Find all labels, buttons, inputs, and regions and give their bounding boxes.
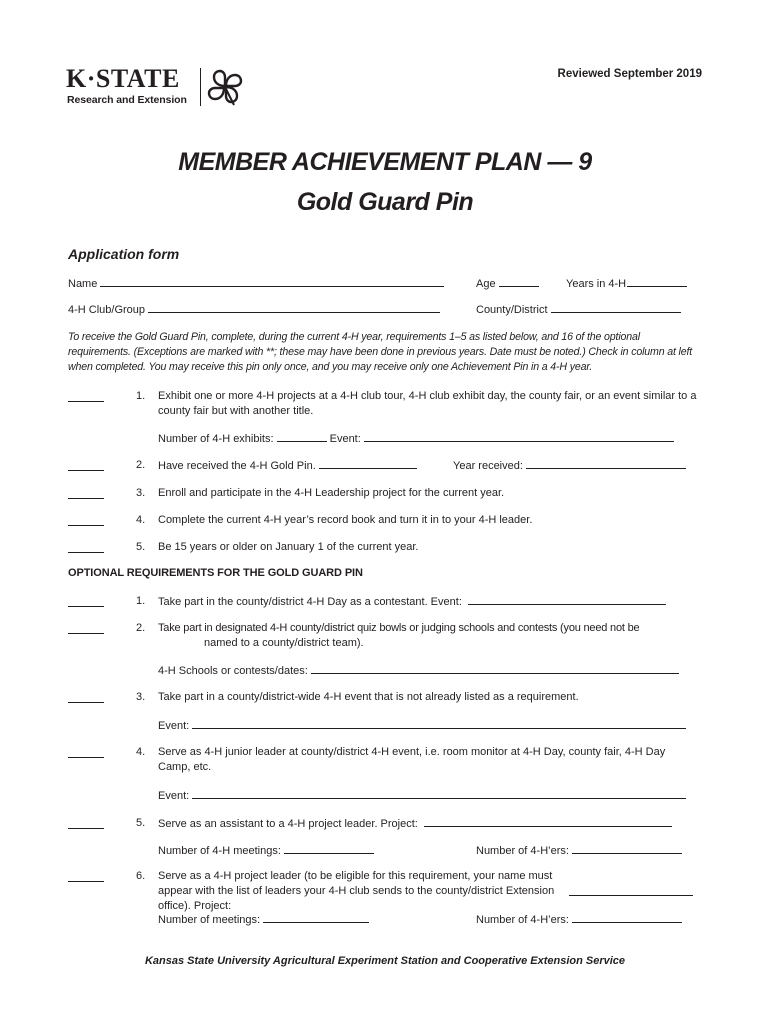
hers-input[interactable] [572,843,682,854]
item-text: Take part in designated 4-H county/district quiz bowls or judging schools and contests (you need not be [158,622,640,634]
name-input[interactable] [100,276,444,287]
event-input[interactable] [192,718,686,729]
completion-check-blank[interactable] [68,391,104,402]
meetings-input[interactable] [284,843,374,854]
item-number: 5. [136,541,146,553]
event-label: Event: [329,433,361,445]
item-text-row [158,594,666,610]
opt4-event-row [158,788,686,803]
opt3-event-row [158,718,686,733]
completion-check-blank[interactable] [68,692,104,703]
completion-check-blank[interactable] [68,488,104,499]
completion-check-blank[interactable] [68,623,104,634]
item-text: Be 15 years or older on January 1 of the current year. [158,541,419,553]
item-number: 3. [136,487,146,499]
item-text: Take part in the county/district 4-H Day as a contestant. Event: [158,596,462,608]
year-received-input[interactable] [526,458,686,469]
name-label: Name [68,278,98,290]
item-text: Enroll and participate in the 4-H Leadership project for the current year. [158,487,505,499]
years-field-row [566,276,687,291]
project-input[interactable] [569,885,693,896]
completion-check-blank[interactable] [68,596,104,607]
gold-pin-input[interactable] [319,458,417,469]
item-text: Serve as a 4-H project leader (to be eligible for this requirement, your name must appear with the list of leaders your 4-H club sends to the county/district Extension office). Project: [158,870,555,912]
meetings-label: Number of 4-H meetings: [158,845,281,857]
item-number: 1. [136,595,146,607]
exhibits-label: Number of 4-H exhibits: [158,433,274,445]
item-number: 4. [136,746,146,758]
item-text: Complete the current 4-H year’s record book and turn it in to your 4-H leader. [158,514,533,526]
optional-requirements-heading: OPTIONAL REQUIREMENTS FOR THE GOLD GUARD PIN [68,567,363,579]
instructions-paragraph: To receive the Gold Guard Pin, complete, during the current 4-H year, requirements 1–5 as listed below, and 16 of the optional requirements. (Exceptions are marked with **; these may have been done in previous years. Date must be noted.) Check in column at left when completed. You may receive this pin only once, and you may receive only one Achievement Pin in a 4-H year. [68,331,693,373]
event-input[interactable] [192,788,686,799]
item-number: 6. [136,870,146,882]
club-label: 4-H Club/Group [68,304,146,316]
event-input[interactable] [364,431,674,442]
item-text: Have received the 4-H Gold Pin. [158,460,316,472]
completion-check-blank[interactable] [68,515,104,526]
opt6-meetings-row [158,912,369,927]
kstate-logo [66,66,246,108]
schools-row [158,663,679,678]
event-label: Event: [158,720,190,732]
reviewed-date: Reviewed September 2019 [557,68,702,80]
four-h-clover-icon [206,68,244,106]
item-number: 2. [136,622,146,634]
item-text: Take part in a county/district-wide 4-H event that is not already listed as a requirement. [158,691,579,703]
county-input[interactable] [551,302,681,313]
logo-subtitle: Research and Extension [67,94,187,106]
item-text: Exhibit one or more 4-H projects at a 4-H club tour, 4-H club exhibit day, the county fair, or an event similar to a county fair but with another title. [158,390,697,417]
exhibits-input[interactable] [277,431,327,442]
year-received-label: Year received: [453,460,523,472]
event-input[interactable] [468,594,666,605]
hers-input[interactable] [572,912,682,923]
item-text: Serve as 4-H junior leader at county/district 4-H event, i.e. room monitor at 4-H Day, county fair, 4-H Day Camp, etc. [158,746,666,773]
item-text-row [158,816,672,832]
application-form-heading: Application form [68,246,180,262]
opt5-meetings-row [158,843,374,858]
item-number: 3. [136,691,146,703]
year-received-row [453,458,686,473]
county-label: County/District [476,304,548,316]
years-label: Years in 4-H [566,278,627,290]
age-input[interactable] [499,276,539,287]
completion-check-blank[interactable] [68,542,104,553]
completion-check-blank[interactable] [68,460,104,471]
opt5-hers-row [476,843,682,858]
item-text-row [158,458,417,474]
item-text-continued: named to a county/district team). [204,637,364,649]
meetings-input[interactable] [263,912,369,923]
project-input[interactable] [424,816,672,827]
club-field-row [68,302,440,317]
footer-text: Kansas State University Agricultural Experiment Station and Cooperative Extension Service [144,955,626,967]
item-number: 1. [136,390,146,402]
hers-label: Number of 4-H’ers: [476,914,569,926]
logo-wordmark: K·STATE [66,64,180,93]
schools-label: 4-H Schools or contests/dates: [158,665,308,677]
name-field-row [68,276,444,291]
item-text: Serve as an assistant to a 4-H project leader. Project: [158,818,418,830]
page-subtitle: Gold Guard Pin [296,188,474,216]
opt6-hers-row [476,912,682,927]
completion-check-blank[interactable] [68,871,104,882]
item-number: 2. [136,459,146,471]
page-title: MEMBER ACHIEVEMENT PLAN — 9 [178,148,592,176]
schools-input[interactable] [311,663,679,674]
completion-check-blank[interactable] [68,747,104,758]
req1-subfields [158,431,674,446]
club-input[interactable] [148,302,440,313]
item-number: 5. [136,817,146,829]
event-label: Event: [158,790,190,802]
years-input[interactable] [627,276,687,287]
completion-check-blank[interactable] [68,818,104,829]
hers-label: Number of 4-H’ers: [476,845,569,857]
county-field-row [476,302,681,317]
meetings-label: Number of meetings: [158,914,261,926]
age-field-row [476,276,539,291]
item-number: 4. [136,514,146,526]
age-label: Age [476,278,496,290]
logo-divider [200,68,201,106]
